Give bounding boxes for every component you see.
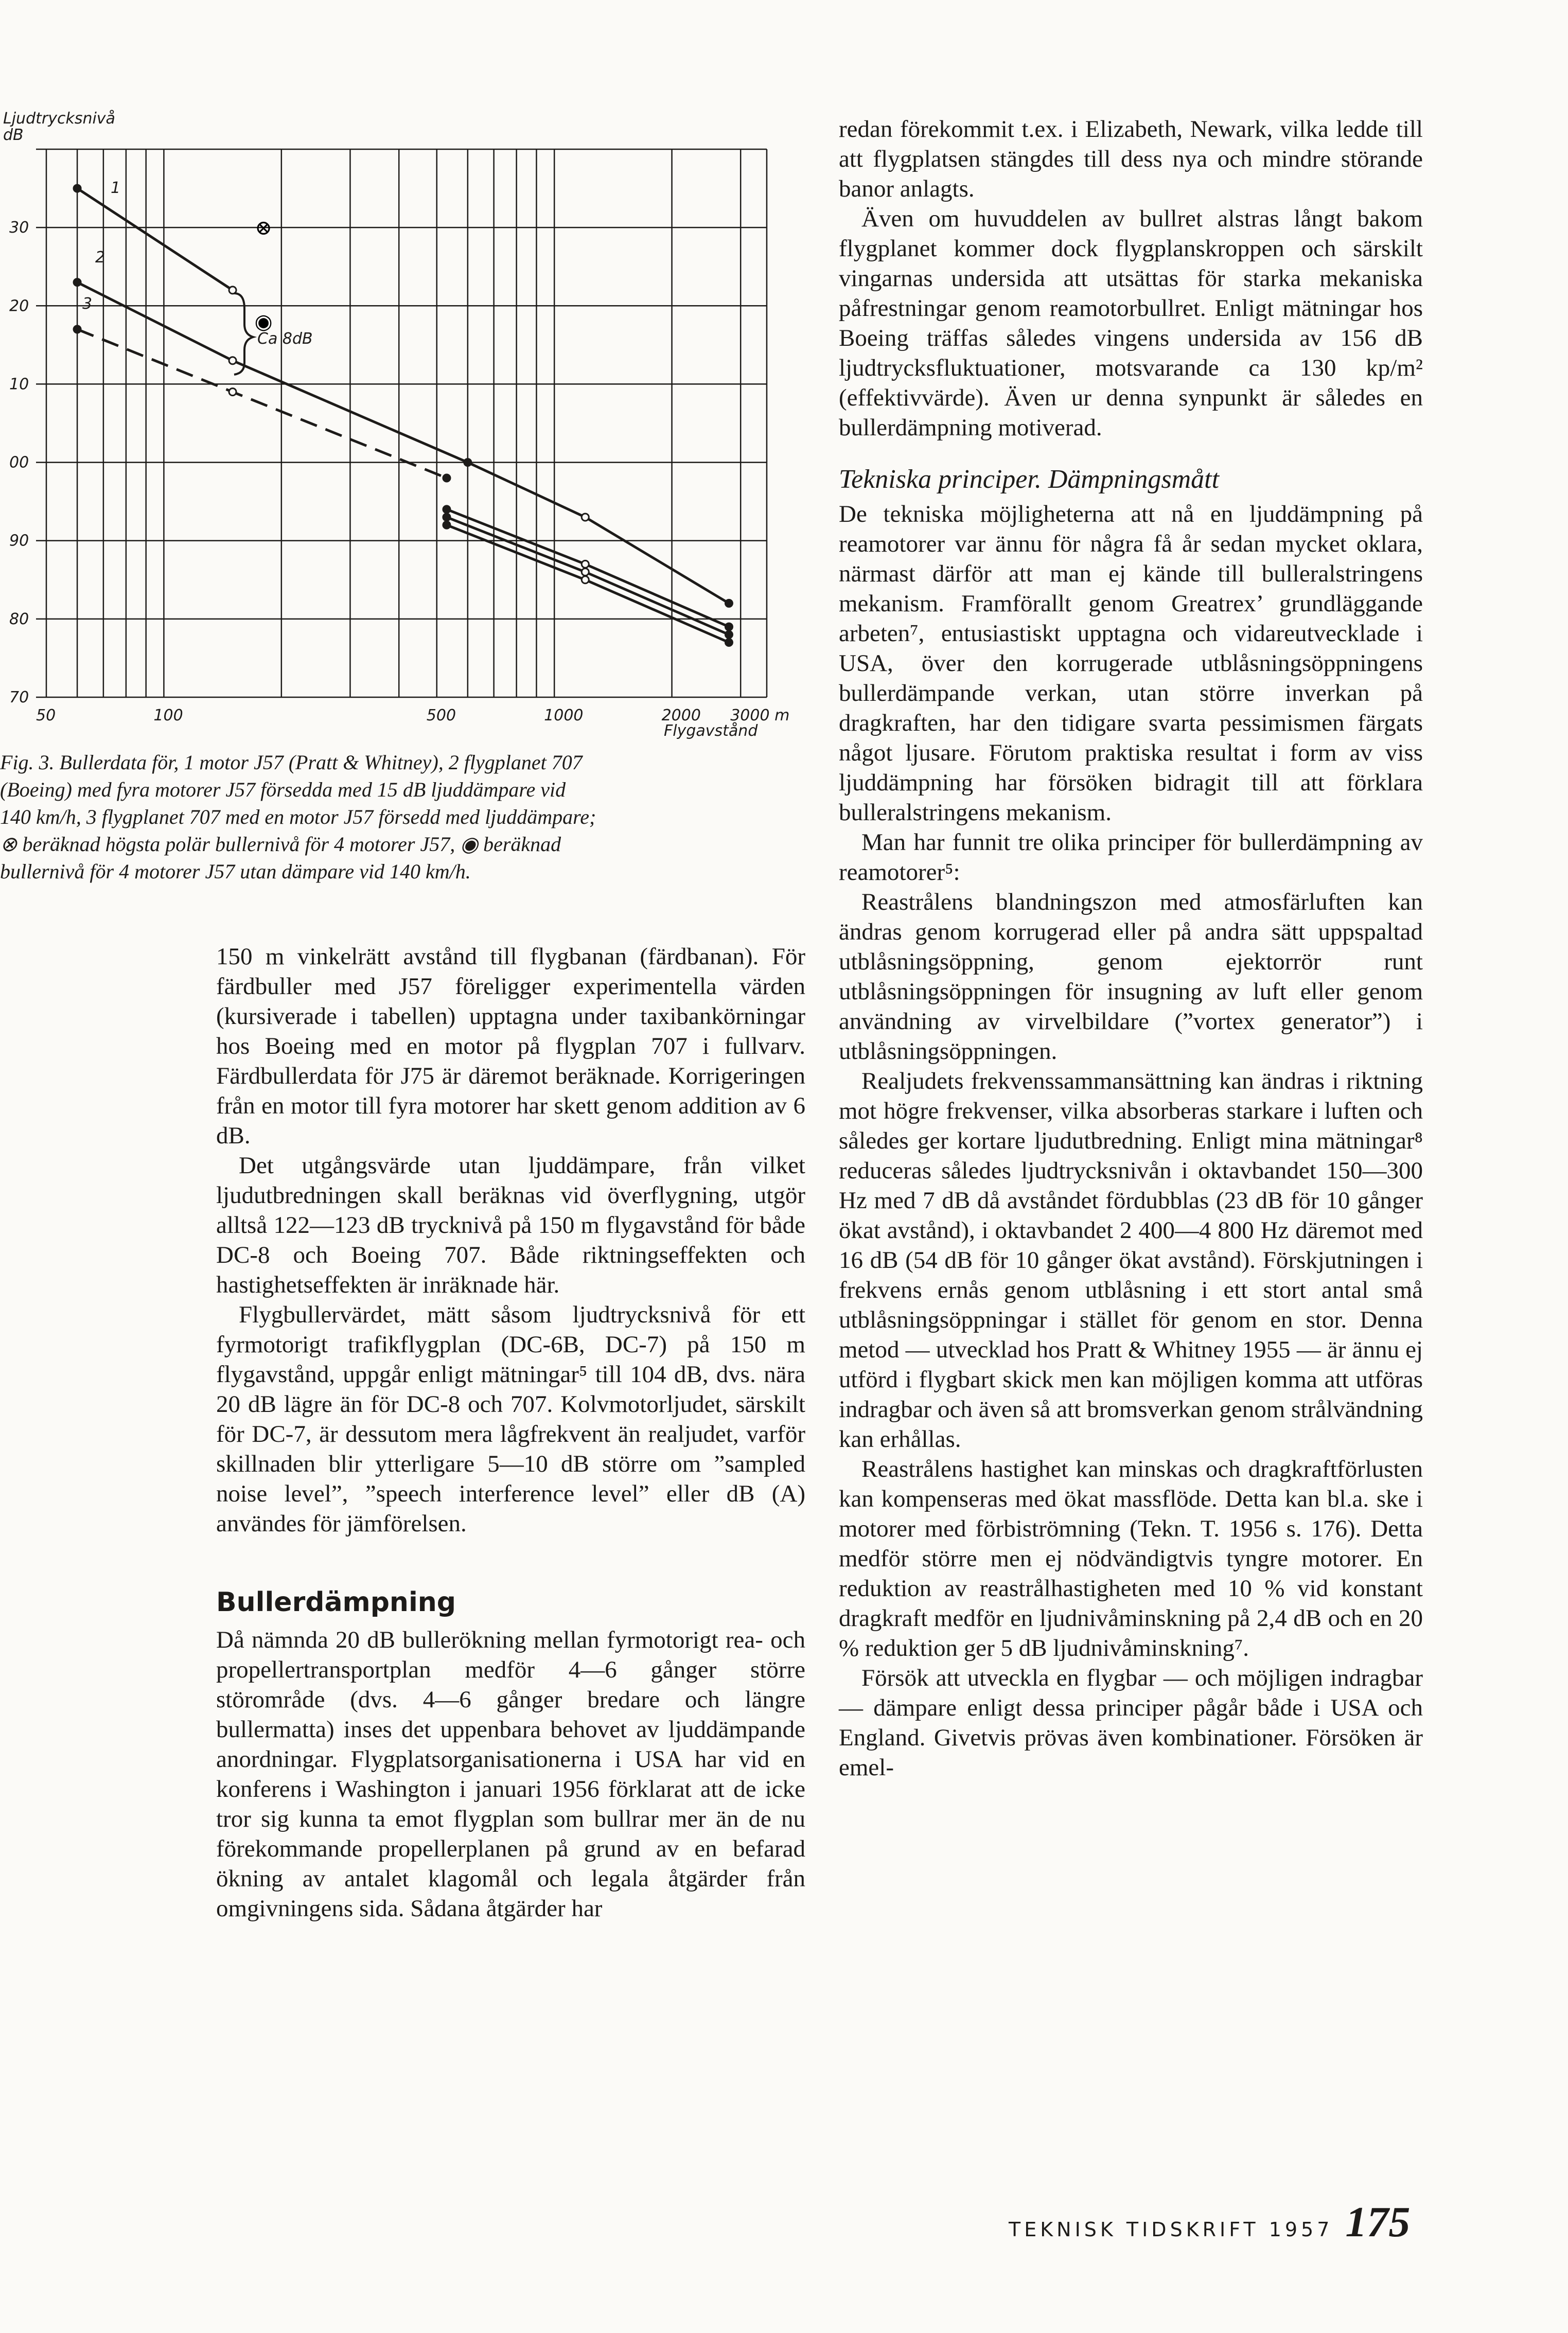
data-point [725,631,732,638]
paragraph: Man har funnit tre olika principer för bullerdämpning av reamotorer⁵: [839,829,1423,886]
data-point [74,185,81,192]
x-tick-label: 50 [36,706,56,724]
special-marker: ◉ [254,310,273,334]
series-line-2 [77,282,729,604]
data-point [582,576,589,584]
y-tick-label: 80 [9,610,29,628]
y-axis-label: Ljudtrycksnivå [3,110,115,128]
paragraph: Det utgångsvärde utan ljuddämpare, från vilket ljudutbredningen skall beräknas vid överflygning, utgör alltså 122—123 dB trycknivå på 150 m flygavstånd för både DC-8 och Boeing 707. Både riktningseffekten och hastighetseffekten är inräknade här. [216,1152,805,1298]
caption-line: ⊗ beräknad högsta polär bullernivå för 4 motorer J57, ◉ beräknad [0,833,561,856]
figure-3 [0,103,808,751]
curve-label-1: 1 [111,179,121,197]
data-point [229,388,236,396]
paragraph: 150 m vinkelrätt avstånd till flygbanan (färdbanan). För färdbuller med J57 föreligger experimentella värden (kursiverade i tabellen) upptagna under taxibankörningar hos Boeing med en motor på flygplan 707 i fullvarv. Färdbullerdata för J75 är däremot beräknade. Korrigeringen från en motor till fyra motorer har skett genom addition av 6 dB. [216,943,805,1149]
paragraph: Realjudets frekvenssammansättning kan ändras i riktning mot högre frekvenser, vilka absorberas starkare i luften och således ger kortare ljudutbredning. Enligt mina mätningar⁸ reduceras således ljudtrycksnivån i oktavbandet 150—300 Hz med 7 dB då avståndet fördubblas (23 dB för 10 gånger ökat avstånd), i oktavbandet 2 400—4 800 Hz däremot med 16 dB (54 dB för 10 gånger ökat avstånd). Förskjutningen i frekvens ernås genom utblåsning i ett stort antal små utblåsningsöppningar i stället för genom en stor. Denna metod — utvecklad hos Pratt & Whitney 1955 — är ännu ej utförd i flygbart skick men kan möjligen komma att utföras indragbar och även så att bromsverkan genom strålvändning kan erhållas. [839,1068,1423,1453]
x-tick-label: 100 [153,706,183,724]
x-tick-label: 500 [426,706,456,724]
x-tick-label: 2000 [661,706,701,724]
data-point [725,623,732,630]
paragraph: redan förekommit t.ex. i Elizabeth, Newark, vilka ledde till att flygplatsen stängdes till dess nya och mindre störande banor anlagts. [839,116,1423,202]
curve-label-2: 2 [95,249,105,267]
paragraph: Då nämnda 20 dB bullerökning mellan fyrmotorigt rea- och propellertransportplan medför 4—6 gånger större störområde (dvs. 4—6 gånger bredare och längre bullermatta) inses det uppenbara behovet av ljuddämpande anordningar. Flygplatsorganisationerna i USA har vid en konferens i Washington i januari 1956 förklarat att de icke tror sig kunna ta emot flygplan som bullrar mer än de nu förekommande propellerplanen på grund av en befarad ökning av antalet klagomål och legala åtgärder från omgivningens sida. Sådana åtgärder har [216,1627,805,1922]
x-tick-label: 1000 [544,706,584,724]
caption-line: bullernivå för 4 motorer J57 utan dämpare vid 140 km/h. [0,860,471,883]
series-line-1-l-g- [447,509,729,627]
bracket-label: Ca 8dB [257,330,313,348]
paragraph: De tekniska möjligheterna att nå en ljuddämpning på reamotorer var ännu för några få år sedan mycket oklara, närmast därför att man ej kände till bulleralstringens mekanism. Framförallt genom Greatrex’ grundläggande arbeten⁷, entusiastiskt upptagna och vidareutvecklade i USA, över den korrugerade utblåsningsöppningens bullerdämpande verkan, utan större inverkan på dragkraften, har den tidigare svarta pessimismen färgats något ljusare. Förutom praktiska resultat i form av viss ljuddämpning har försöken bidragit till att förklara bulleralstringens mekanism. [839,501,1423,826]
data-point [443,474,450,482]
y-tick-label: 90 [9,532,29,550]
data-point [582,560,589,568]
y-tick-label: 20 [9,297,29,315]
figure-caption [0,749,805,885]
paragraph: Även om huvuddelen av bullret alstras långt bakom flygplanet kommer dock flygplanskroppen och särskilt vingarnas undersida att utsättas för starka mekaniska påfrestningar genom reamotorbullret. Enligt mätningar hos Boeing träffas således vingens undersida av 156 dB ljudtrycksfluktuationer, motsvarande ca 130 kp/m² (effektivvärde). Även ur denna synpunkt är således en bullerdämpning motiverad. [839,205,1423,441]
data-point [582,514,589,521]
chart-series [74,185,732,646]
data-point [443,514,450,521]
y-tick-label: 30 [9,219,29,237]
data-point [464,459,471,466]
data-point [229,357,236,364]
chart-markers [255,216,273,334]
section-heading-tekniska-principer: Tekniska principer. Dämpningsmått [839,465,1220,494]
data-point [725,639,732,646]
data-point [74,326,81,333]
noise-chart [0,103,808,751]
data-point [443,506,450,513]
chart-grid [9,149,789,724]
middle-column [216,942,805,1923]
data-point [725,599,732,607]
special-marker: ⊗ [255,216,272,240]
data-point [74,279,81,286]
y-tick-label: 10 [9,375,29,394]
section-heading-bullerdampning: Bullerdämpning [216,1587,456,1618]
x-axis-label: Flygavstånd [664,722,758,740]
series-line-3 [77,329,447,478]
paragraph: Flygbullervärdet, mätt såsom ljudtrycksnivå för ett fyrmotorigt trafikflygplan (DC-6B, DC-7) på 150 m flygavstånd, uppgår enligt mätningar⁵ till 104 dB, dvs. nära 20 dB lägre än för DC-8 och 707. Kolvmotorljudet, särskilt för DC-7, är dessutom mera lågfrekvent än realjudet, varför skillnaden blir ytterligare 5—10 dB större om ”sampled noise level”, ”speech interference level” eller dB (A) användes för jämförelsen. [216,1301,805,1537]
journal-name: TEKNISK TIDSKRIFT 1957 [1009,2218,1333,2241]
right-column [839,114,1423,1782]
curve-label-3: 3 [82,295,93,313]
y-tick-label: 00 [9,453,29,472]
page-footer [1009,2197,1410,2247]
caption-line: 140 km/h, 3 flygplanet 707 med en motor J57 försedd med ljuddämpare; [0,805,596,828]
caption-line: Fig. 3. Bullerdata för, 1 motor J57 (Pratt & Whitney), 2 flygplanet 707 [0,751,583,774]
paragraph: Försök att utveckla en flygbar — och möjligen indragbar — dämpare enligt dessa principer pågår både i USA och England. Givetvis prövas även kombinationer. Försöken är emel- [839,1665,1423,1781]
series-line-3-l-g- [447,525,729,642]
caption-line: (Boeing) med fyra motorer J57 försedda med 15 dB ljuddämpare vid [0,778,566,801]
paragraph: Reastrålens hastighet kan minskas och dragkraftförlusten kan kompenseras med ökat massflöde. Detta kan bl.a. ske i motorer med förbiströmning (Tekn. T. 1956 s. 176). Detta medför större men ej nödvändigtvis tyngre motorer. En reduktion av reastrålhastigheten med 10 % vid konstant dragkraft medför en ljudnivåminskning på 2,4 dB och en 20 % reduktion ger 5 dB ljudnivåminskning⁷. [839,1456,1423,1662]
page-number: 175 [1345,2198,1411,2246]
series-line-2-l-g- [447,517,729,634]
data-point [443,521,450,528]
series-line-1 [77,188,233,290]
y-tick-label: 70 [9,688,29,706]
data-point [582,569,589,576]
paragraph: Reastrålens blandningszon med atmosfärluften kan ändras genom korrugerad eller på andra sätt uppspaltad utblåsningsöppning, genom ejektorrör runt utblåsningsöppningen för insugning av luft eller genom användning av virvelbildare (”vortex generator”) i utblåsningsöppningen. [839,889,1423,1065]
y-axis-unit: dB [3,126,24,144]
x-tick-label: 3000 m [730,706,790,724]
